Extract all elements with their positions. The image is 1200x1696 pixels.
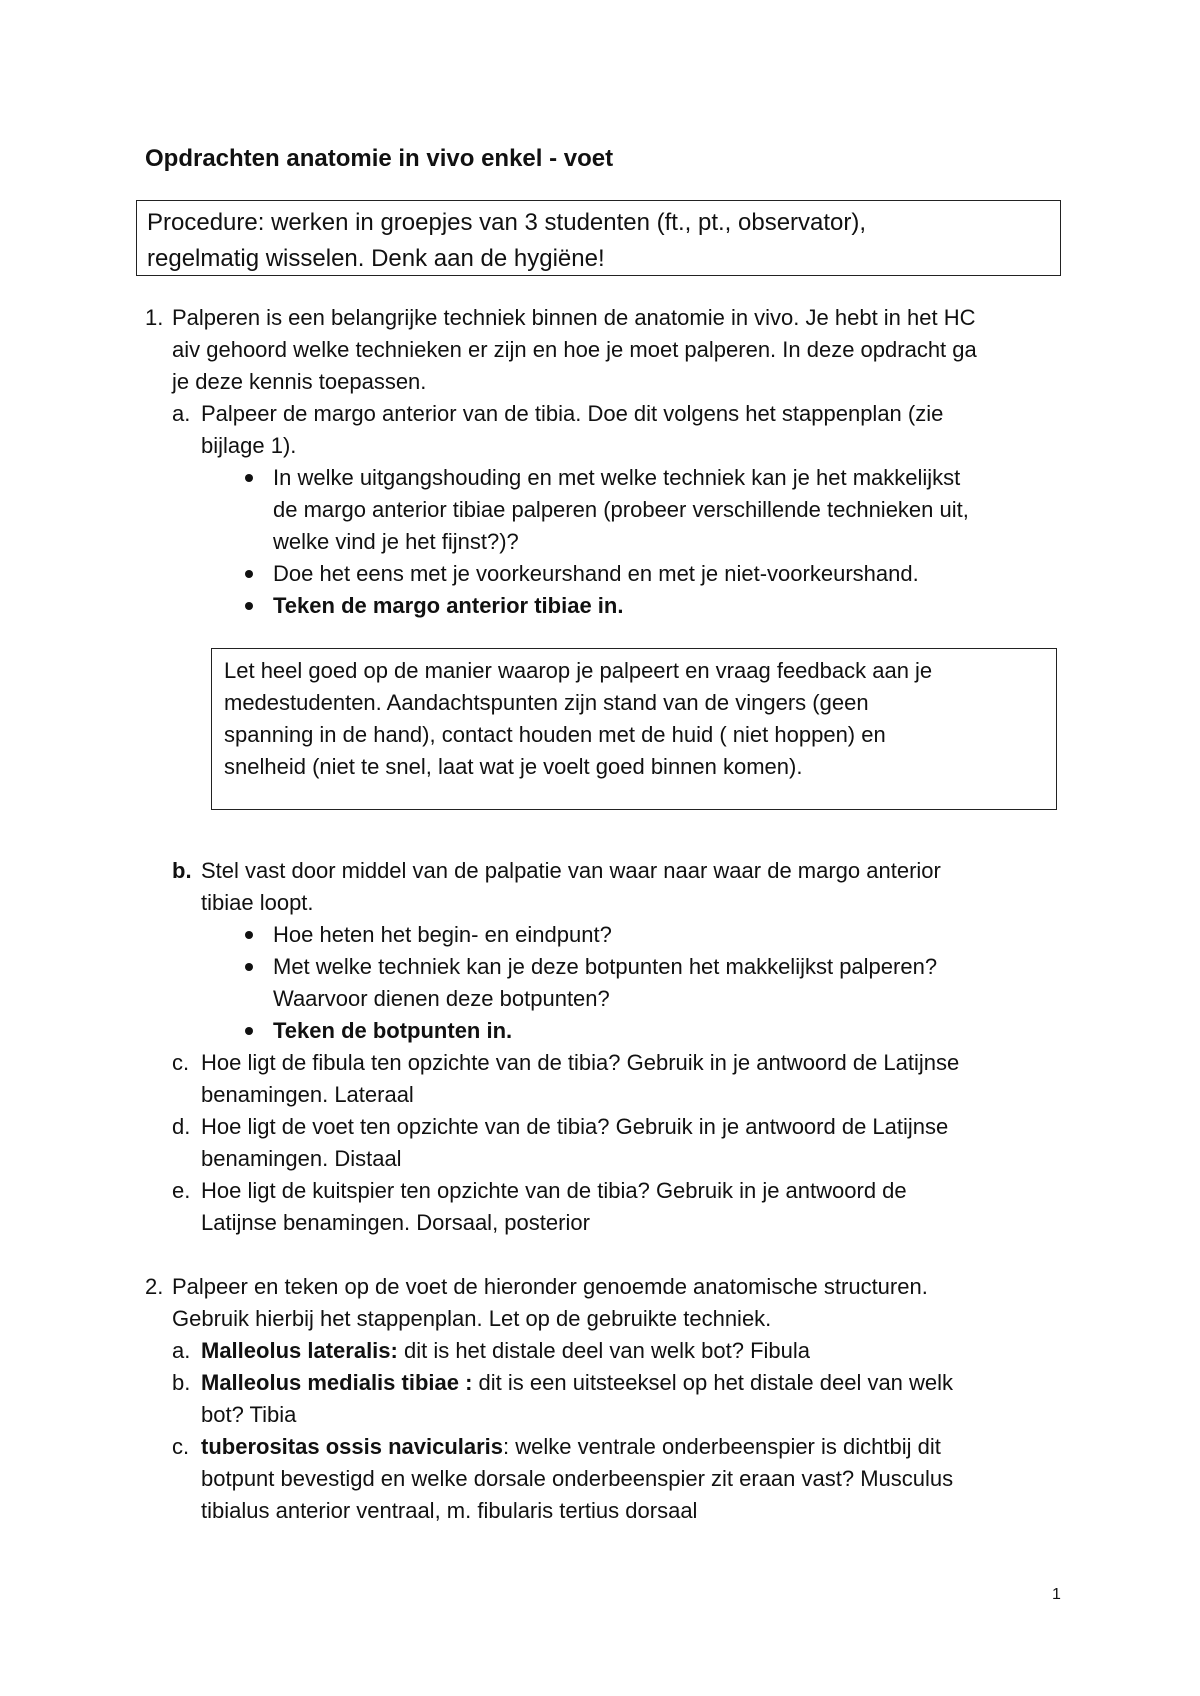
- tip-box: [211, 648, 1057, 810]
- q1e-text-line: Hoe ligt de kuitspier ten opzichte van de tibia? Gebruik in je antwoord de: [201, 1178, 907, 1203]
- q2-text-line: Gebruik hierbij het stappenplan. Let op de gebruikte techniek.: [172, 1306, 772, 1331]
- q2a-label: a.: [172, 1338, 191, 1363]
- q1b-bullet-text: Teken de botpunten in.: [273, 1018, 513, 1043]
- q1-text-line: aiv gehoord welke technieken er zijn en hoe je moet palperen. In deze opdracht ga: [172, 337, 977, 362]
- q2c-term: tuberositas ossis navicularis: [201, 1434, 504, 1459]
- bullet-icon: [245, 602, 253, 610]
- tip-line: spanning in de hand), contact houden met de huid ( niet hoppen) en: [224, 722, 886, 747]
- q2b-text-line: bot? Tibia: [201, 1402, 297, 1427]
- q2a-term: Malleolus lateralis:: [201, 1338, 398, 1363]
- q1c-text-line: benamingen. Lateraal: [201, 1082, 414, 1107]
- q2a-rest: dit is het distale deel van welk bot? Fibula: [397, 1338, 810, 1363]
- q2-text-line: Palpeer en teken op de voet de hieronder genoemde anatomische structuren.: [172, 1274, 928, 1299]
- bullet-icon: [245, 570, 253, 578]
- page-number: 1: [1052, 1586, 1061, 1603]
- q2b-term: Malleolus medialis tibiae :: [201, 1370, 473, 1395]
- q2c-rest: : welke ventrale onderbeenspier is dichtbij dit: [503, 1434, 941, 1459]
- q2c-label: c.: [172, 1434, 190, 1459]
- bullet-icon: [245, 963, 253, 971]
- q2-number: 2.: [145, 1274, 164, 1299]
- bullet-icon: [245, 931, 253, 939]
- document-title: Opdrachten anatomie in vivo enkel - voet: [145, 145, 614, 172]
- q1b-bullet-text: Hoe heten het begin- en eindpunt?: [273, 922, 612, 947]
- q1d-text-line: benamingen. Distaal: [201, 1146, 402, 1171]
- tip-line: Let heel goed op de manier waarop je palpeert en vraag feedback aan je: [224, 658, 933, 683]
- q1d-label: d.: [172, 1114, 191, 1139]
- q1b-label: b.: [172, 858, 192, 883]
- q2c-text-line: tibialus anterior ventraal, m. fibularis tertius dorsaal: [201, 1498, 698, 1523]
- q2b-label: b.: [172, 1370, 191, 1395]
- q1-text-line: je deze kennis toepassen.: [172, 369, 427, 394]
- q1a-bullet-text: Doe het eens met je voorkeurshand en met je niet-voorkeurshand.: [273, 561, 919, 586]
- tip-line: snelheid (niet te snel, laat wat je voelt goed binnen komen).: [224, 754, 803, 779]
- q1a-bullet-text: de margo anterior tibiae palperen (probeer verschillende technieken uit,: [273, 497, 969, 522]
- q1e-text-line: Latijnse benamingen. Dorsaal, posterior: [201, 1210, 590, 1235]
- q1e-label: e.: [172, 1178, 191, 1203]
- q1a-bullet-text: Teken de margo anterior tibiae in.: [273, 593, 624, 618]
- q1-text-line: Palperen is een belangrijke techniek binnen de anatomie in vivo. Je hebt in het HC: [172, 305, 976, 330]
- procedure-box: [136, 200, 1061, 276]
- q1a-text-line: bijlage 1).: [201, 433, 297, 458]
- q1a-bullet-text: In welke uitgangshouding en met welke techniek kan je het makkelijkst: [273, 465, 961, 490]
- q1a-bullet-text: welke vind je het fijnst?)?: [273, 529, 519, 554]
- procedure-line-1: Procedure: werken in groepjes van 3 studenten (ft., pt., observator),: [147, 209, 867, 236]
- q1b-bullet-text: Waarvoor dienen deze botpunten?: [273, 986, 610, 1011]
- q2b-rest: dit is een uitsteeksel op het distale deel van welk: [472, 1370, 954, 1395]
- q1-number: 1.: [145, 305, 164, 330]
- procedure-line-2: regelmatig wisselen. Denk aan de hygiëne!: [147, 245, 605, 272]
- tip-line: medestudenten. Aandachtspunten zijn stand van de vingers (geen: [224, 690, 869, 715]
- q1a-label: a.: [172, 401, 191, 426]
- q1c-text-line: Hoe ligt de fibula ten opzichte van de tibia? Gebruik in je antwoord de Latijnse: [201, 1050, 960, 1075]
- bullet-icon: [245, 1027, 253, 1035]
- q1c-label: c.: [172, 1050, 190, 1075]
- q2c-text: [201, 1431, 941, 1463]
- q2a-text: [201, 1335, 810, 1367]
- q2b-text: [201, 1367, 953, 1399]
- q1d-text-line: Hoe ligt de voet ten opzichte van de tibia? Gebruik in je antwoord de Latijnse: [201, 1114, 949, 1139]
- q1a-text-line: Palpeer de margo anterior van de tibia. Doe dit volgens het stappenplan (zie: [201, 401, 944, 426]
- bullet-icon: [245, 474, 253, 482]
- q1b-text-line: tibiae loopt.: [201, 890, 314, 915]
- q2c-text-line: botpunt bevestigd en welke dorsale onderbeenspier zit eraan vast? Musculus: [201, 1466, 954, 1491]
- q1b-bullet-text: Met welke techniek kan je deze botpunten het makkelijkst palperen?: [273, 954, 938, 979]
- q1b-text-line: Stel vast door middel van de palpatie van waar naar waar de margo anterior: [201, 858, 941, 883]
